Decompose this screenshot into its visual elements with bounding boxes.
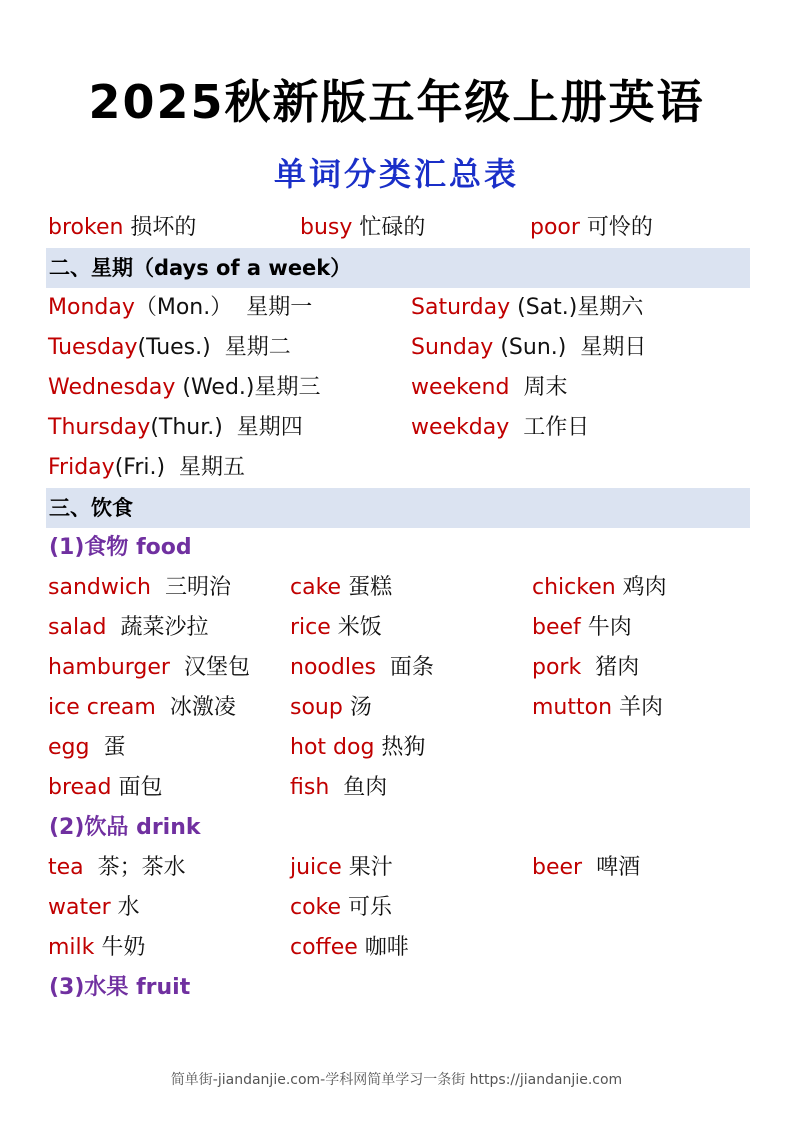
subsection-header: (3)水果 fruit bbox=[49, 975, 191, 1000]
english-word: Thursday bbox=[48, 415, 151, 440]
chinese-meaning: (Sun.) 星期日 bbox=[493, 335, 647, 360]
english-word: noodles bbox=[290, 655, 376, 680]
english-word: broken bbox=[48, 215, 124, 240]
english-word: salad bbox=[48, 615, 107, 640]
english-word: weekday bbox=[411, 415, 510, 440]
chinese-meaning: 蛋 bbox=[89, 735, 126, 760]
english-word: ice cream bbox=[48, 695, 156, 720]
vocab-entry bbox=[290, 848, 393, 888]
vocab-entry bbox=[48, 368, 321, 408]
vocab-row bbox=[46, 568, 747, 608]
vocab-entry bbox=[48, 928, 145, 968]
vocab-entry bbox=[290, 768, 387, 808]
chinese-meaning: 咖啡 bbox=[357, 935, 409, 960]
vocab-entry bbox=[48, 328, 291, 368]
vocab-entry bbox=[290, 648, 434, 688]
chinese-meaning: 蛋糕 bbox=[341, 575, 393, 600]
chinese-meaning: 猪肉 bbox=[581, 655, 640, 680]
vocab-entry bbox=[48, 728, 125, 768]
vocab-entry bbox=[290, 688, 372, 728]
english-word: tea bbox=[48, 855, 84, 880]
english-word: Saturday bbox=[411, 295, 511, 320]
vocab-entry bbox=[290, 728, 425, 768]
chinese-meaning: 工作日 bbox=[509, 415, 590, 440]
chinese-meaning: 水 bbox=[110, 895, 140, 920]
vocab-row bbox=[46, 368, 747, 408]
english-word: Wednesday bbox=[48, 375, 176, 400]
vocab-entry bbox=[411, 368, 567, 408]
vocab-row bbox=[46, 408, 747, 448]
english-word: coke bbox=[290, 895, 342, 920]
vocab-entry bbox=[48, 688, 236, 728]
english-word: coffee bbox=[290, 935, 358, 960]
english-word: sandwich bbox=[48, 575, 151, 600]
section-header: 三、饮食 bbox=[46, 488, 750, 528]
english-word: pork bbox=[532, 655, 582, 680]
english-word: weekend bbox=[411, 375, 510, 400]
english-word: Tuesday bbox=[48, 335, 138, 360]
vocab-entry bbox=[532, 688, 663, 728]
vocab-entry bbox=[532, 648, 639, 688]
chinese-meaning: 冰激凌 bbox=[155, 695, 236, 720]
chinese-meaning: 牛奶 bbox=[94, 935, 146, 960]
english-word: poor bbox=[530, 215, 580, 240]
section-header: 二、星期（days of a week） bbox=[46, 248, 750, 288]
vocab-entry bbox=[300, 208, 425, 248]
english-word: water bbox=[48, 895, 111, 920]
english-word: beer bbox=[532, 855, 583, 880]
footer-text: 简单街-jiandanjie.com-学科网简单学习一条街 https://jiandanjie.com bbox=[170, 1072, 623, 1088]
chinese-meaning: 茶；茶水 bbox=[83, 855, 186, 880]
chinese-meaning: 啤酒 bbox=[582, 855, 641, 880]
english-word: hot dog bbox=[290, 735, 375, 760]
vocab-entry bbox=[48, 848, 186, 888]
vocab-row bbox=[46, 288, 747, 328]
vocab-entry bbox=[411, 288, 643, 328]
vocab-row bbox=[46, 768, 747, 808]
english-word: fish bbox=[290, 775, 330, 800]
vocab-row bbox=[46, 848, 747, 888]
chinese-meaning: 损坏的 bbox=[123, 215, 197, 240]
chinese-meaning: 鸡肉 bbox=[615, 575, 667, 600]
page-subtitle: 单词分类汇总表 bbox=[273, 155, 519, 193]
chinese-meaning: 蔬菜沙拉 bbox=[106, 615, 209, 640]
vocab-entry bbox=[411, 408, 589, 448]
vocab-entry bbox=[48, 568, 231, 608]
vocab-entry bbox=[532, 568, 667, 608]
english-word: milk bbox=[48, 935, 95, 960]
english-word: bread bbox=[48, 775, 112, 800]
vocab-entry bbox=[532, 608, 632, 648]
english-word: mutton bbox=[532, 695, 613, 720]
chinese-meaning: 可乐 bbox=[341, 895, 393, 920]
vocab-entry bbox=[48, 448, 245, 488]
chinese-meaning: 忙碌的 bbox=[352, 215, 426, 240]
subsection-header: (1)食物 food bbox=[49, 535, 192, 560]
vocab-entry bbox=[411, 328, 646, 368]
english-word: busy bbox=[300, 215, 353, 240]
english-word: beef bbox=[532, 615, 581, 640]
chinese-meaning: (Tues.) 星期二 bbox=[137, 335, 291, 360]
vocab-entry bbox=[48, 208, 196, 248]
vocab-entry bbox=[48, 408, 303, 448]
chinese-meaning: 汉堡包 bbox=[169, 655, 250, 680]
vocab-row bbox=[46, 688, 747, 728]
english-word: hamburger bbox=[48, 655, 170, 680]
vocab-entry bbox=[290, 888, 392, 928]
chinese-meaning: (Fri.) 星期五 bbox=[114, 455, 246, 480]
english-word: juice bbox=[290, 855, 342, 880]
vocab-entry bbox=[48, 288, 312, 328]
english-word: cake bbox=[290, 575, 342, 600]
chinese-meaning: 周末 bbox=[509, 375, 568, 400]
chinese-meaning: 热狗 bbox=[374, 735, 426, 760]
english-word: rice bbox=[290, 615, 331, 640]
chinese-meaning: 面包 bbox=[111, 775, 163, 800]
vocab-row bbox=[46, 648, 747, 688]
chinese-meaning: (Thur.) 星期四 bbox=[150, 415, 303, 440]
chinese-meaning: （Mon.） 星期一 bbox=[134, 295, 313, 320]
vocab-row bbox=[46, 888, 747, 928]
chinese-meaning: 可怜的 bbox=[579, 215, 653, 240]
chinese-meaning: 米饭 bbox=[330, 615, 382, 640]
vocab-row bbox=[46, 448, 747, 488]
vocab-row bbox=[46, 728, 747, 768]
vocab-row bbox=[46, 208, 747, 248]
chinese-meaning: 羊肉 bbox=[612, 695, 664, 720]
english-word: egg bbox=[48, 735, 90, 760]
vocab-entry bbox=[48, 648, 250, 688]
chinese-meaning: 牛肉 bbox=[580, 615, 632, 640]
vocab-entry bbox=[48, 768, 163, 808]
english-word: chicken bbox=[532, 575, 616, 600]
chinese-meaning: 汤 bbox=[342, 695, 372, 720]
vocab-entry bbox=[532, 848, 640, 888]
english-word: Friday bbox=[48, 455, 115, 480]
english-word: Sunday bbox=[411, 335, 494, 360]
vocab-row bbox=[46, 928, 747, 968]
vocab-row bbox=[46, 608, 747, 648]
vocab-entry bbox=[48, 888, 140, 928]
vocab-entry bbox=[290, 608, 382, 648]
chinese-meaning: (Sat.)星期六 bbox=[510, 295, 644, 320]
chinese-meaning: 面条 bbox=[375, 655, 434, 680]
english-word: soup bbox=[290, 695, 343, 720]
page-title: 2025秋新版五年级上册英语 bbox=[88, 75, 705, 129]
vocab-entry bbox=[530, 208, 653, 248]
chinese-meaning: 三明治 bbox=[151, 575, 231, 600]
english-word: Monday bbox=[48, 295, 135, 320]
subsection-header: (2)饮品 drink bbox=[49, 815, 201, 840]
vocab-entry bbox=[290, 928, 409, 968]
vocab-row bbox=[46, 328, 747, 368]
chinese-meaning: 果汁 bbox=[341, 855, 393, 880]
vocab-entry bbox=[290, 568, 392, 608]
chinese-meaning: (Wed.)星期三 bbox=[175, 375, 321, 400]
chinese-meaning: 鱼肉 bbox=[329, 775, 388, 800]
vocab-entry bbox=[48, 608, 209, 648]
